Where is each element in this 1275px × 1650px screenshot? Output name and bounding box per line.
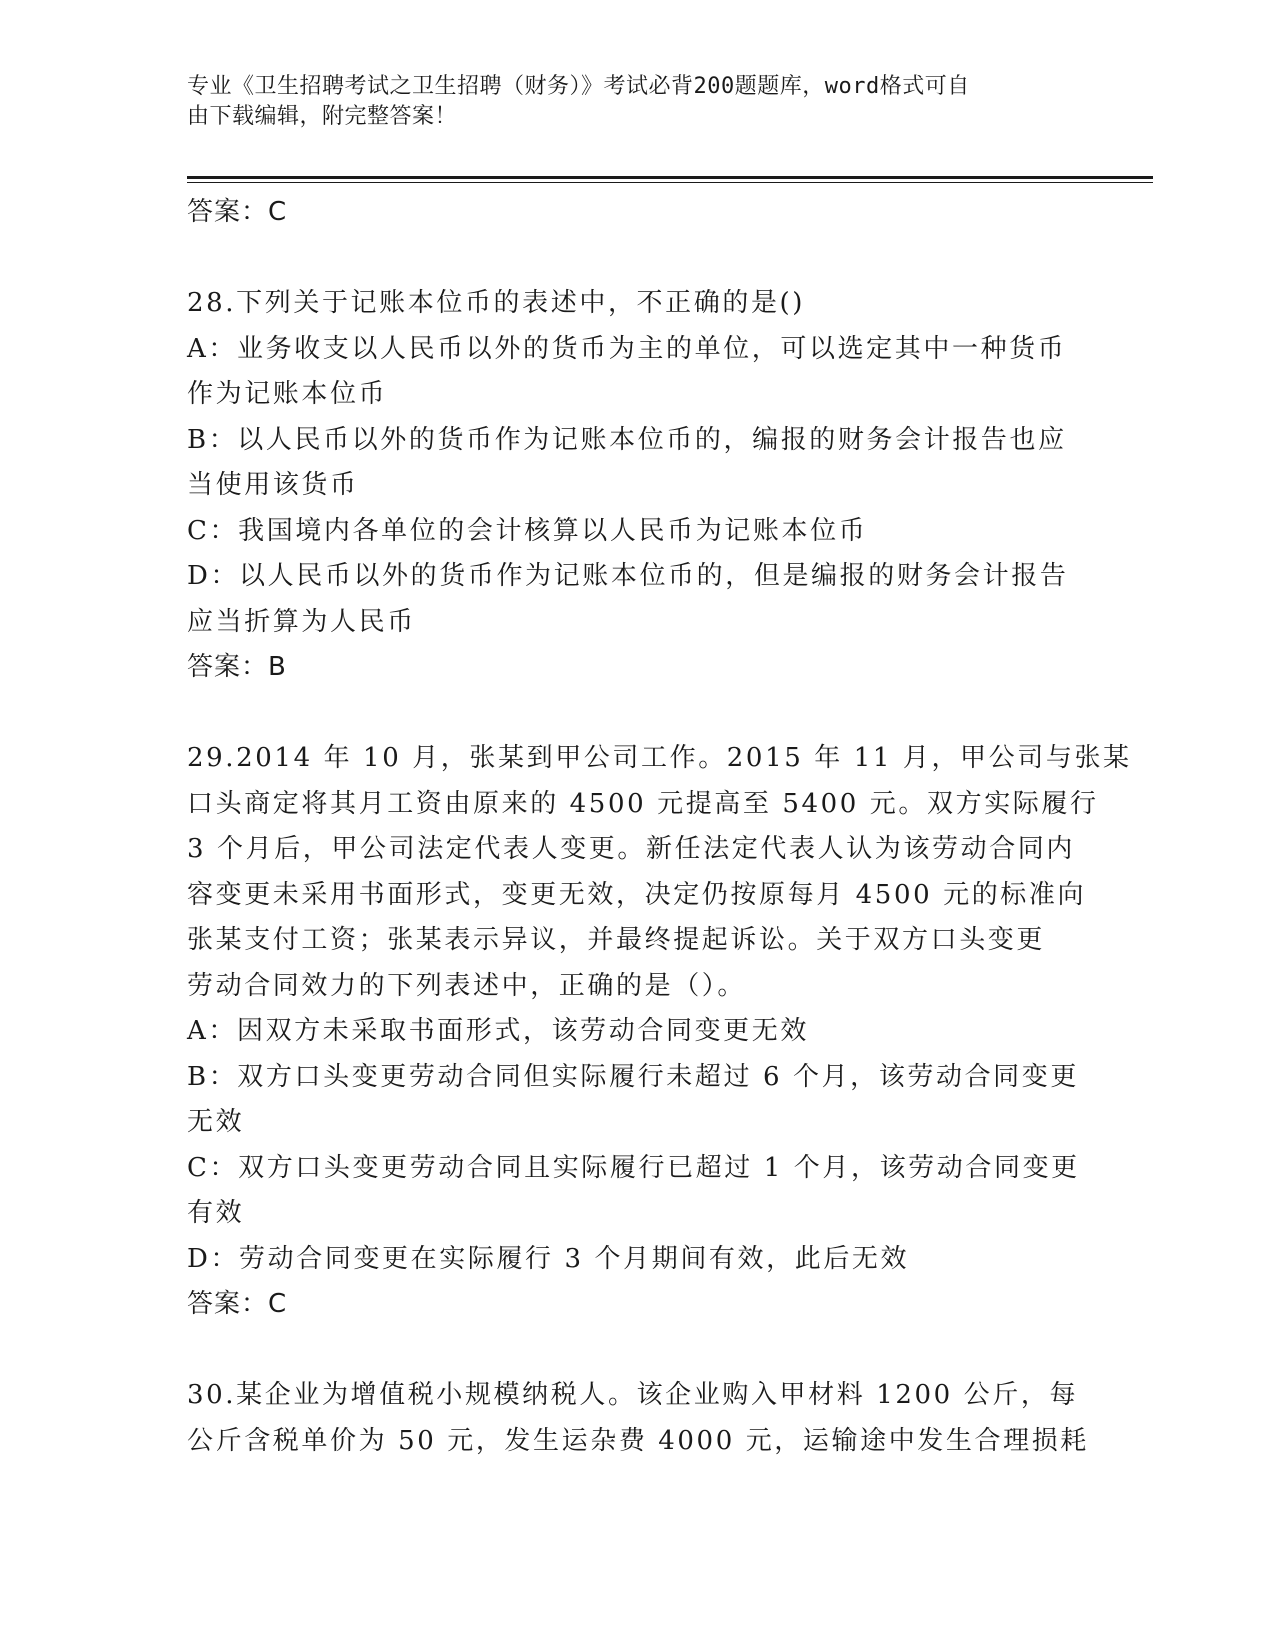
option-line: C：双方口头变更劳动合同且实际履行已超过 1 个月，该劳动合同变更 (187, 1152, 1080, 1183)
answer-line: 答案：B (187, 652, 287, 682)
question-stem: 30.某企业为增值税小规模纳税人。该企业购入甲材料 1200 公斤，每 (187, 1380, 1079, 1410)
header-divider (187, 176, 1153, 179)
option-line: A：业务收支以人民币以外的货币为主的单位，可以选定其中一种货币 (187, 333, 1067, 364)
header-line: 专业《卫生招聘考试之卫生招聘（财务）》考试必背200题题库，word格式可自 (187, 74, 970, 99)
option-line: 作为记账本位币 (187, 379, 388, 409)
spacer (187, 1328, 1077, 1374)
spacer (187, 691, 1077, 737)
option-line: B：以人民币以外的货币作为记账本位币的，编报的财务会计报告也应 (187, 424, 1067, 455)
option-line: C：我国境内各单位的会计核算以人民币为记账本位币 (187, 515, 868, 546)
option-line: B：双方口头变更劳动合同但实际履行未超过 6 个月，该劳动合同变更 (187, 1061, 1079, 1092)
header-divider-thin (187, 182, 1153, 183)
answer-line: 答案：C (187, 197, 288, 227)
question-stem: 劳动合同效力的下列表述中，正确的是（）。 (187, 970, 747, 1001)
question-block (187, 736, 1132, 1328)
page-header (187, 72, 1067, 132)
option-line: D：以人民币以外的货币作为记账本位币的，但是编报的财务会计报告 (187, 561, 1069, 591)
question-stem: 公斤含税单价为 50 元，发生运杂费 4000 元，运输途中发生合理损耗 (187, 1425, 1089, 1456)
option-line: D：劳动合同变更在实际履行 3 个月期间有效，此后无效 (187, 1243, 910, 1274)
question-stem: 29.2014 年 10 月，张某到甲公司工作。2015 年 11 月，甲公司与张某 (187, 743, 1132, 773)
answer-line: 答案：C (187, 1289, 288, 1319)
spacer (187, 236, 1077, 282)
question-block (187, 1373, 1089, 1464)
option-line: 应当折算为人民币 (187, 606, 416, 637)
question-block (187, 281, 1077, 691)
question-stem: 容变更未采用书面形式，变更无效，决定仍按原每月 4500 元的标准向 (187, 879, 1087, 910)
option-line: 无效 (187, 1107, 245, 1137)
option-line: 当使用该货币 (187, 470, 359, 500)
question-stem: 28.下列关于记账本位币的表述中，不正确的是() (187, 288, 806, 318)
question-stem: 口头商定将其月工资由原来的 4500 元提高至 5400 元。双方实际履行 (187, 788, 1099, 819)
option-line: A：因双方未采取书面形式，该劳动合同变更无效 (187, 1016, 809, 1046)
header-line: 由下载编辑，附完整答案！ (187, 104, 458, 129)
option-line: 有效 (187, 1198, 245, 1228)
question-stem: 3 个月后，甲公司法定代表人变更。新任法定代表人认为该劳动合同内 (187, 834, 1076, 864)
document-body (187, 190, 1132, 1464)
question-stem: 张某支付工资；张某表示异议，并最终提起诉讼。关于双方口头变更 (187, 925, 1046, 955)
